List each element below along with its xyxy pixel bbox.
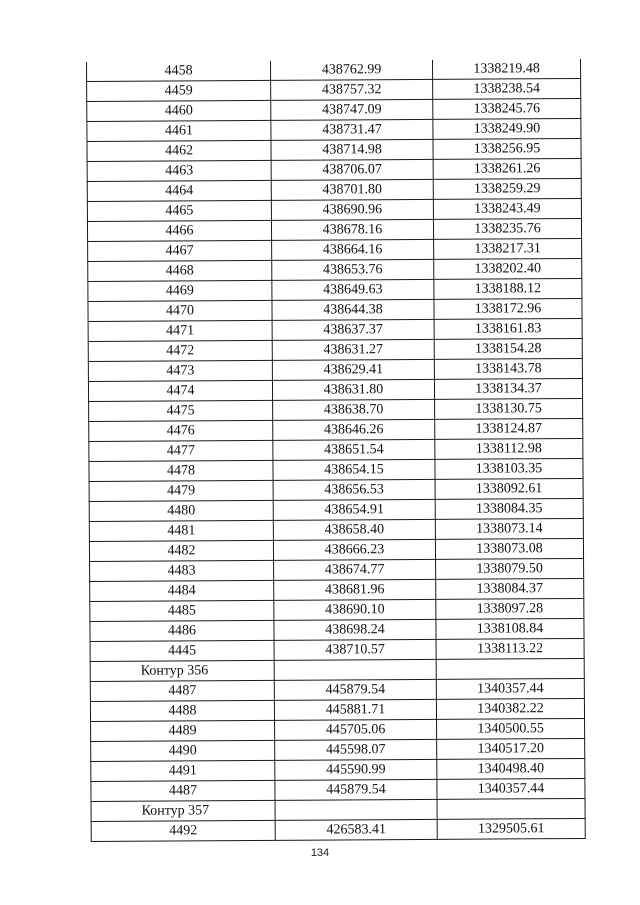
- empty-cell: [274, 659, 436, 680]
- y-coordinate-cell: 1338245.76: [433, 98, 581, 119]
- table-row: [89, 458, 583, 481]
- table-row: [87, 118, 581, 141]
- table-row: [89, 418, 583, 441]
- x-coordinate-cell: 438656.53: [273, 479, 435, 500]
- y-coordinate-cell: 1329505.61: [437, 818, 585, 839]
- x-coordinate-cell: 445598.07: [275, 739, 437, 760]
- x-coordinate-cell: 445705.06: [275, 719, 437, 740]
- table-row: [91, 758, 585, 781]
- x-coordinate-cell: 438629.41: [272, 359, 434, 380]
- x-coordinate-cell: 438651.54: [273, 439, 435, 460]
- y-coordinate-cell: 1338073.08: [435, 538, 583, 559]
- table-row: [91, 718, 585, 741]
- y-coordinate-cell: 1338259.29: [433, 178, 581, 199]
- x-coordinate-cell: 438678.16: [271, 219, 433, 240]
- x-coordinate-cell: 438644.38: [272, 299, 434, 320]
- point-number-cell: 4464: [87, 180, 271, 201]
- table-row: [88, 378, 582, 401]
- point-number-cell: 4478: [89, 460, 273, 481]
- table-row: [89, 398, 583, 421]
- x-coordinate-cell: 438710.57: [274, 639, 436, 660]
- point-number-cell: 4463: [87, 160, 271, 181]
- x-coordinate-cell: 445881.71: [274, 699, 436, 720]
- y-coordinate-cell: 1338084.37: [436, 578, 584, 599]
- table-row: [87, 158, 581, 181]
- y-coordinate-cell: 1338256.95: [433, 138, 581, 159]
- point-number-cell: 4470: [88, 300, 272, 321]
- table-row: [90, 598, 584, 621]
- table-row: [88, 358, 582, 381]
- table-row: [90, 558, 584, 581]
- table-row: [87, 178, 581, 201]
- x-coordinate-cell: 438654.91: [273, 499, 435, 520]
- table-row: [88, 298, 582, 321]
- table-row: [89, 478, 583, 501]
- x-coordinate-cell: 438664.16: [272, 239, 434, 260]
- point-number-cell: 4474: [88, 380, 272, 401]
- point-number-cell: 4491: [91, 760, 275, 781]
- empty-cell: [436, 658, 584, 679]
- x-coordinate-cell: 438731.47: [271, 119, 433, 140]
- point-number-cell: 4471: [88, 320, 272, 341]
- y-coordinate-cell: 1340382.22: [436, 698, 584, 719]
- point-number-cell: 4477: [89, 440, 273, 461]
- y-coordinate-cell: 1338143.78: [434, 358, 582, 379]
- table-row: [88, 258, 582, 281]
- point-number-cell: 4469: [88, 280, 272, 301]
- point-number-cell: 4484: [90, 580, 274, 601]
- x-coordinate-cell: 438637.37: [272, 319, 434, 340]
- y-coordinate-cell: 1338103.35: [435, 458, 583, 479]
- point-number-cell: 4482: [89, 540, 273, 561]
- page-number: 134: [310, 847, 330, 859]
- table-row: [87, 198, 581, 221]
- y-coordinate-cell: 1338134.37: [434, 378, 582, 399]
- contour-caption: Контур 357: [91, 800, 275, 821]
- point-number-cell: 4445: [90, 640, 274, 661]
- y-coordinate-cell: 1338249.90: [433, 118, 581, 139]
- point-number-cell: 4458: [86, 61, 270, 82]
- table-row: [88, 338, 582, 361]
- x-coordinate-cell: 438747.09: [271, 99, 433, 120]
- y-coordinate-cell: 1338073.14: [435, 518, 583, 539]
- y-coordinate-cell: 1338202.40: [434, 258, 582, 279]
- point-number-cell: 4490: [91, 740, 275, 761]
- x-coordinate-cell: 438681.96: [274, 579, 436, 600]
- table-row: [87, 98, 581, 121]
- y-coordinate-cell: 1338079.50: [436, 558, 584, 579]
- x-coordinate-cell: 438674.77: [274, 559, 436, 580]
- y-coordinate-cell: 1340500.55: [437, 718, 585, 739]
- y-coordinate-cell: 1338108.84: [436, 618, 584, 639]
- table-row: [88, 318, 582, 341]
- point-number-cell: 4466: [87, 220, 271, 241]
- point-number-cell: 4468: [88, 260, 272, 281]
- point-number-cell: 4479: [89, 480, 273, 501]
- point-number-cell: 4462: [87, 140, 271, 161]
- x-coordinate-cell: 438701.80: [271, 179, 433, 200]
- y-coordinate-cell: 1338113.22: [436, 638, 584, 659]
- y-coordinate-cell: 1338092.61: [435, 478, 583, 499]
- table-row: [87, 138, 581, 161]
- empty-cell: [275, 799, 437, 820]
- coordinates-table-body: [86, 59, 585, 842]
- table-row: [89, 518, 583, 541]
- x-coordinate-cell: 438757.32: [271, 79, 433, 100]
- x-coordinate-cell: 438706.07: [271, 159, 433, 180]
- y-coordinate-cell: 1338172.96: [434, 298, 582, 319]
- table-row: [89, 538, 583, 561]
- table-row: [90, 618, 584, 641]
- y-coordinate-cell: 1340498.40: [437, 758, 585, 779]
- x-coordinate-cell: 438690.10: [274, 599, 436, 620]
- table-row: [90, 698, 584, 721]
- y-coordinate-cell: 1338261.26: [433, 158, 581, 179]
- y-coordinate-cell: 1338154.28: [434, 338, 582, 359]
- empty-cell: [437, 798, 585, 819]
- point-number-cell: 4480: [89, 500, 273, 521]
- x-coordinate-cell: 445590.99: [275, 759, 437, 780]
- y-coordinate-cell: 1338219.48: [432, 59, 580, 79]
- table-row: [88, 278, 582, 301]
- table-row: [91, 738, 585, 761]
- y-coordinate-cell: 1338161.83: [434, 318, 582, 339]
- table-row: [87, 218, 581, 241]
- y-coordinate-cell: 1338084.35: [435, 498, 583, 519]
- point-number-cell: 4489: [91, 720, 275, 741]
- y-coordinate-cell: 1340357.44: [436, 678, 584, 699]
- x-coordinate-cell: 438653.76: [272, 259, 434, 280]
- x-coordinate-cell: 438654.15: [273, 459, 435, 480]
- x-coordinate-cell: 438698.24: [274, 619, 436, 640]
- table-row: [91, 778, 585, 801]
- x-coordinate-cell: 438658.40: [273, 519, 435, 540]
- y-coordinate-cell: 1338238.54: [433, 78, 581, 99]
- table-row: [89, 498, 583, 521]
- contour-caption: Контур 356: [90, 660, 274, 681]
- point-number-cell: 4486: [90, 620, 274, 641]
- point-number-cell: 4467: [88, 240, 272, 261]
- point-number-cell: 4483: [90, 560, 274, 581]
- point-number-cell: 4488: [90, 700, 274, 721]
- point-number-cell: 4473: [88, 360, 272, 381]
- x-coordinate-cell: 438762.99: [270, 60, 432, 80]
- x-coordinate-cell: 426583.41: [275, 819, 437, 840]
- x-coordinate-cell: 438666.23: [273, 539, 435, 560]
- y-coordinate-cell: 1340357.44: [437, 778, 585, 799]
- y-coordinate-cell: 1338130.75: [435, 398, 583, 419]
- x-coordinate-cell: 438646.26: [273, 419, 435, 440]
- y-coordinate-cell: 1338112.98: [435, 438, 583, 459]
- y-coordinate-cell: 1340517.20: [437, 738, 585, 759]
- table-row: [91, 818, 585, 841]
- point-number-cell: 4492: [91, 820, 275, 841]
- y-coordinate-cell: 1338243.49: [433, 198, 581, 219]
- x-coordinate-cell: 438638.70: [273, 399, 435, 420]
- point-number-cell: 4461: [87, 120, 271, 141]
- point-number-cell: 4487: [90, 680, 274, 701]
- point-number-cell: 4476: [89, 420, 273, 441]
- table-row: [88, 238, 582, 261]
- y-coordinate-cell: 1338097.28: [436, 598, 584, 619]
- x-coordinate-cell: 438631.80: [272, 379, 434, 400]
- y-coordinate-cell: 1338235.76: [433, 218, 581, 239]
- coordinates-table: [86, 59, 586, 842]
- table-row: [86, 59, 580, 82]
- table-row: [87, 78, 581, 101]
- table-row: [89, 438, 583, 461]
- y-coordinate-cell: 1338124.87: [435, 418, 583, 439]
- table-row: [90, 638, 584, 661]
- point-number-cell: 4459: [87, 80, 271, 101]
- point-number-cell: 4475: [89, 400, 273, 421]
- table-row: [90, 578, 584, 601]
- x-coordinate-cell: 438714.98: [271, 139, 433, 160]
- x-coordinate-cell: 438690.96: [271, 199, 433, 220]
- table-row: [90, 678, 584, 701]
- point-number-cell: 4487: [91, 780, 275, 801]
- x-coordinate-cell: 438649.63: [272, 279, 434, 300]
- x-coordinate-cell: 438631.27: [272, 339, 434, 360]
- x-coordinate-cell: 445879.54: [274, 679, 436, 700]
- point-number-cell: 4485: [90, 600, 274, 621]
- y-coordinate-cell: 1338217.31: [434, 238, 582, 259]
- point-number-cell: 4481: [89, 520, 273, 541]
- coordinates-table-wrapper: [86, 59, 585, 842]
- point-number-cell: 4465: [87, 200, 271, 221]
- point-number-cell: 4472: [88, 340, 272, 361]
- x-coordinate-cell: 445879.54: [275, 779, 437, 800]
- point-number-cell: 4460: [87, 100, 271, 121]
- y-coordinate-cell: 1338188.12: [434, 278, 582, 299]
